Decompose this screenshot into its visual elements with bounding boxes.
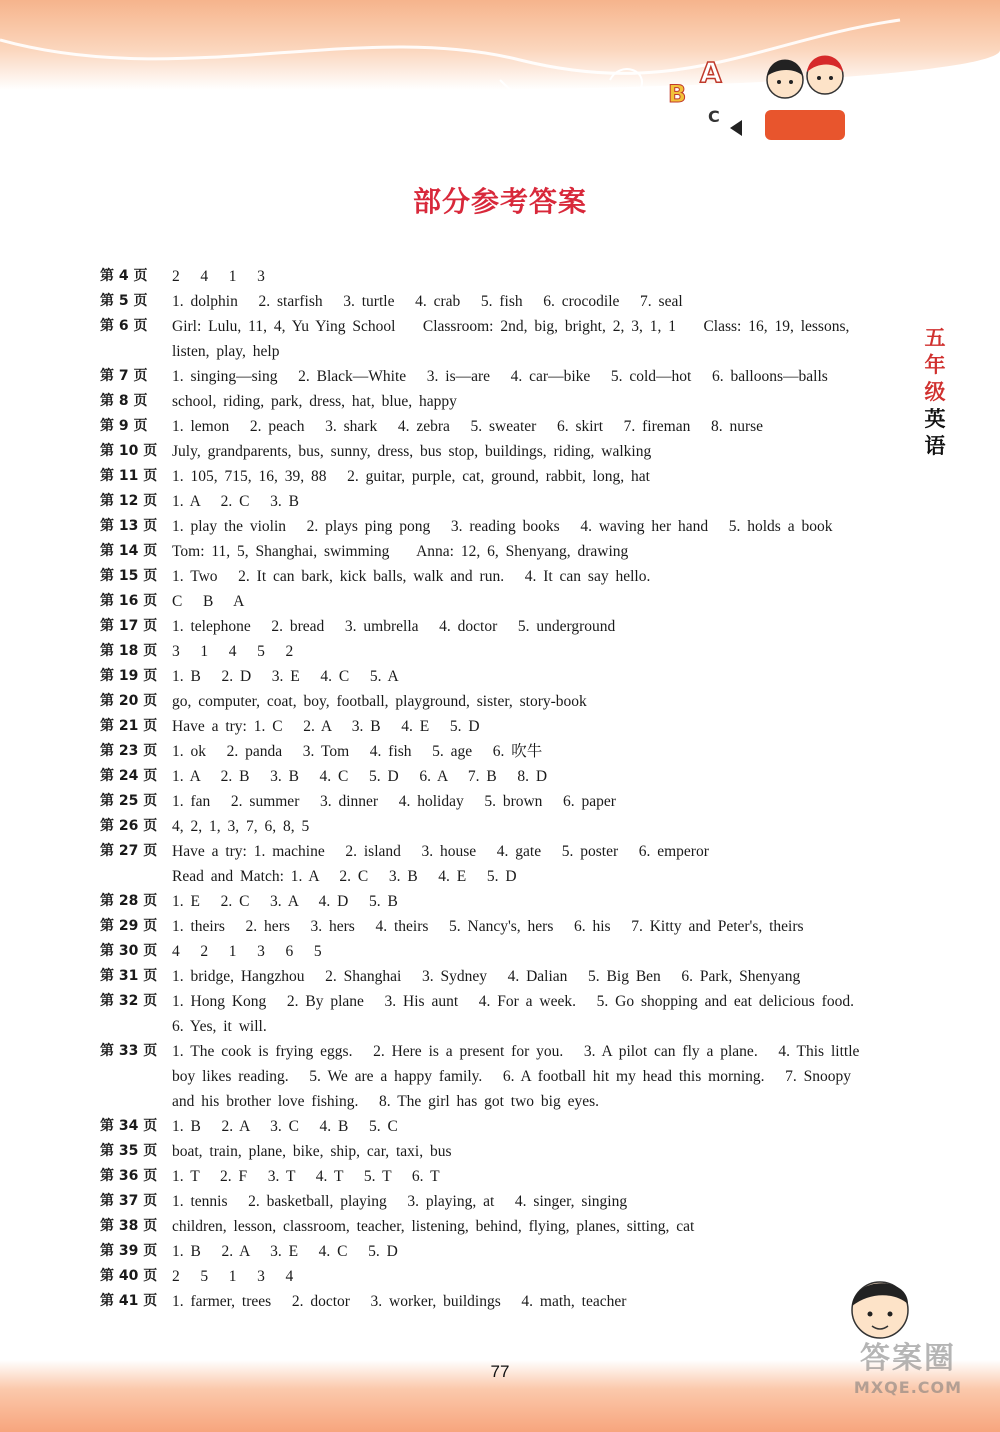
answer-text: 1. telephone 2. bread 3. umbrella 4. doctor 5. underground bbox=[172, 618, 616, 635]
answer-row bbox=[100, 439, 900, 464]
watermark-text: 答案圈 bbox=[860, 1341, 956, 1376]
answer-row bbox=[100, 814, 900, 839]
answer-text: Girl: Lulu, 11, 4, Yu Ying School Classroom: 2nd, big, bright, 2, 3, 1, 1 Class: 16, 19, lessons, bbox=[172, 318, 850, 335]
answer-text: 1. T 2. F 3. T 4. T 5. T 6. T bbox=[172, 1168, 440, 1185]
decoration-letter: C bbox=[708, 107, 720, 126]
answer-row bbox=[100, 264, 900, 289]
answer-row bbox=[100, 689, 900, 714]
decoration-letter: B bbox=[668, 80, 687, 108]
answer-text: and his brother love fishing. 8. The girl has got two big eyes. bbox=[172, 1093, 600, 1110]
answer-row bbox=[100, 1139, 900, 1164]
answer-text: 1. B 2. D 3. E 4. C 5. A bbox=[172, 668, 399, 685]
answer-text: C B A bbox=[172, 593, 245, 610]
answer-row bbox=[100, 489, 900, 514]
page-ref: 第 33 页 bbox=[100, 1043, 158, 1059]
answer-text: 1. dolphin 2. starfish 3. turtle 4. crab 5. fish 6. crocodile 7. seal bbox=[172, 293, 683, 310]
answer-text: 1. theirs 2. hers 3. hers 4. theirs 5. Nancy's, hers 6. his 7. Kitty and Peter's, theirs bbox=[172, 918, 804, 935]
answer-text: 1. Two 2. It can bark, kick balls, walk and run. 4. It can say hello. bbox=[172, 568, 651, 585]
answer-text: 1. B 2. A 3. C 4. B 5. C bbox=[172, 1118, 398, 1135]
page-ref: 第 14 页 bbox=[100, 543, 158, 559]
side-label-char: 英 bbox=[924, 407, 946, 431]
answer-text: 1. farmer, trees 2. doctor 3. worker, buildings 4. math, teacher bbox=[172, 1293, 627, 1310]
answer-text: Have a try: 1. machine 2. island 3. house 4. gate 5. poster 6. emperor bbox=[172, 843, 709, 860]
answer-row bbox=[100, 414, 900, 439]
answer-row bbox=[100, 1289, 900, 1314]
answer-row bbox=[100, 1214, 900, 1239]
page-ref: 第 24 页 bbox=[100, 768, 158, 784]
answer-text: listen, play, help bbox=[172, 343, 280, 360]
answer-text: Tom: 11, 5, Shanghai, swimming Anna: 12, 6, Shenyang, drawing bbox=[172, 543, 629, 560]
answer-row bbox=[100, 589, 900, 614]
answer-text: 1. tennis 2. basketball, playing 3. playing, at 4. singer, singing bbox=[172, 1193, 628, 1210]
answer-text: 2 5 1 3 4 bbox=[172, 1268, 294, 1285]
page-ref: 第 16 页 bbox=[100, 593, 158, 609]
answer-row bbox=[100, 564, 900, 589]
page-ref: 第 27 页 bbox=[100, 843, 158, 859]
answer-text: 3 1 4 5 2 bbox=[172, 643, 294, 660]
answer-row bbox=[100, 364, 900, 389]
answer-row bbox=[100, 1064, 900, 1089]
answer-row bbox=[100, 964, 900, 989]
page-ref: 第 11 页 bbox=[100, 468, 158, 484]
page-ref: 第 7 页 bbox=[100, 368, 148, 384]
answer-text: 1. 105, 715, 16, 39, 88 2. guitar, purple, cat, ground, rabbit, long, hat bbox=[172, 468, 650, 485]
page-title: 部分参考答案 bbox=[412, 185, 587, 218]
page-ref: 第 17 页 bbox=[100, 618, 158, 634]
page-ref: 第 18 页 bbox=[100, 643, 158, 659]
page-ref: 第 28 页 bbox=[100, 893, 158, 909]
grade-subject-label bbox=[924, 325, 946, 460]
page-ref: 第 19 页 bbox=[100, 668, 158, 684]
page-ref: 第 4 页 bbox=[100, 268, 148, 284]
page-ref: 第 38 页 bbox=[100, 1218, 158, 1234]
decoration-letter: A bbox=[700, 56, 722, 89]
answer-text: 1. A 2. B 3. B 4. C 5. D 6. A 7. B 8. D bbox=[172, 768, 548, 785]
page-ref: 第 13 页 bbox=[100, 518, 158, 534]
answer-text: 2 4 1 3 bbox=[172, 268, 265, 285]
answer-list bbox=[100, 264, 900, 1314]
page-ref: 第 23 页 bbox=[100, 743, 158, 759]
answer-row bbox=[100, 1189, 900, 1214]
answer-text: 1. Hong Kong 2. By plane 3. His aunt 4. For a week. 5. Go shopping and eat delicious food. bbox=[172, 993, 854, 1010]
answer-row bbox=[100, 339, 900, 364]
answer-text: 1. B 2. A 3. E 4. C 5. D bbox=[172, 1243, 398, 1260]
page-ref: 第 37 页 bbox=[100, 1193, 158, 1209]
page-ref: 第 26 页 bbox=[100, 818, 158, 834]
page-ref: 第 41 页 bbox=[100, 1293, 158, 1309]
answer-row bbox=[100, 1264, 900, 1289]
page-ref bbox=[100, 864, 172, 889]
answer-row bbox=[100, 839, 900, 864]
answer-row bbox=[100, 614, 900, 639]
answer-text: 1. fan 2. summer 3. dinner 4. holiday 5. brown 6. paper bbox=[172, 793, 616, 810]
answer-row bbox=[100, 389, 900, 414]
answer-text: 1. lemon 2. peach 3. shark 4. zebra 5. sweater 6. skirt 7. fireman 8. nurse bbox=[172, 418, 764, 435]
page-ref: 第 6 页 bbox=[100, 318, 148, 334]
answer-text: boat, train, plane, bike, ship, car, taxi, bus bbox=[172, 1143, 452, 1160]
page-ref: 第 9 页 bbox=[100, 418, 148, 434]
answer-row bbox=[100, 714, 900, 739]
answer-row bbox=[100, 314, 900, 339]
answer-row bbox=[100, 739, 900, 764]
page-ref: 第 35 页 bbox=[100, 1143, 158, 1159]
answer-row bbox=[100, 664, 900, 689]
answer-row bbox=[100, 989, 900, 1014]
side-label-char: 语 bbox=[924, 434, 946, 458]
page-ref bbox=[100, 1089, 172, 1114]
answer-text: 1. play the violin 2. plays ping pong 3. reading books 4. waving her hand 5. holds a book bbox=[172, 518, 833, 535]
answer-text: July, grandparents, bus, sunny, dress, bus stop, buildings, riding, walking bbox=[172, 443, 652, 460]
answer-row bbox=[100, 889, 900, 914]
page-ref: 第 15 页 bbox=[100, 568, 158, 584]
page-ref: 第 36 页 bbox=[100, 1168, 158, 1184]
answer-text: 1. The cook is frying eggs. 2. Here is a present for you. 3. A pilot can fly a plane. 4. This little bbox=[172, 1043, 860, 1060]
answer-row bbox=[100, 464, 900, 489]
page-ref: 第 32 页 bbox=[100, 993, 158, 1009]
answer-row bbox=[100, 1014, 900, 1039]
answer-text: 1. E 2. C 3. A 4. D 5. B bbox=[172, 893, 398, 910]
page-ref: 第 8 页 bbox=[100, 393, 148, 409]
page-ref bbox=[100, 1014, 172, 1039]
page-ref: 第 20 页 bbox=[100, 693, 158, 709]
answer-row bbox=[100, 864, 900, 889]
answer-text: children, lesson, classroom, teacher, listening, behind, flying, planes, sitting, cat bbox=[172, 1218, 695, 1235]
page-number: 77 bbox=[490, 1362, 510, 1381]
answer-text: 6. Yes, it will. bbox=[172, 1018, 267, 1035]
answer-row bbox=[100, 939, 900, 964]
page-ref: 第 21 页 bbox=[100, 718, 158, 734]
answer-row bbox=[100, 789, 900, 814]
kids-illustration bbox=[660, 40, 860, 150]
side-label-char: 级 bbox=[924, 380, 946, 404]
answer-row bbox=[100, 764, 900, 789]
answer-text: Have a try: 1. C 2. A 3. B 4. E 5. D bbox=[172, 718, 480, 735]
page-ref: 第 31 页 bbox=[100, 968, 158, 984]
page-ref: 第 29 页 bbox=[100, 918, 158, 934]
side-label-char: 年 bbox=[924, 353, 946, 377]
answer-row bbox=[100, 514, 900, 539]
answer-text: 4 2 1 3 6 5 bbox=[172, 943, 322, 960]
answer-row bbox=[100, 289, 900, 314]
abc-letters bbox=[668, 56, 722, 126]
answer-text: school, riding, park, dress, hat, blue, happy bbox=[172, 393, 457, 410]
answer-row bbox=[100, 1089, 900, 1114]
answer-text: 1. A 2. C 3. B bbox=[172, 493, 299, 510]
answer-text: 1. ok 2. panda 3. Tom 4. fish 5. age 6. 吹牛 bbox=[172, 743, 543, 760]
answer-text: 1. bridge, Hangzhou 2. Shanghai 3. Sydney 4. Dalian 5. Big Ben 6. Park, Shenyang bbox=[172, 968, 801, 985]
answer-row bbox=[100, 1164, 900, 1189]
answer-row bbox=[100, 1114, 900, 1139]
answer-row bbox=[100, 1039, 900, 1064]
page-ref bbox=[100, 339, 172, 364]
answer-text: Read and Match: 1. A 2. C 3. B 4. E 5. D bbox=[172, 868, 517, 885]
answer-text: 1. singing—sing 2. Black—White 3. is—are 4. car—bike 5. cold—hot 6. balloons—balls bbox=[172, 368, 828, 385]
page-ref: 第 5 页 bbox=[100, 293, 148, 309]
side-label-char: 五 bbox=[924, 326, 946, 350]
page-ref: 第 10 页 bbox=[100, 443, 158, 459]
page-ref: 第 25 页 bbox=[100, 793, 158, 809]
page-ref: 第 30 页 bbox=[100, 943, 158, 959]
page-ref: 第 34 页 bbox=[100, 1118, 158, 1134]
answer-row bbox=[100, 539, 900, 564]
answer-row bbox=[100, 1239, 900, 1264]
page-ref bbox=[100, 1064, 172, 1089]
page-ref: 第 40 页 bbox=[100, 1268, 158, 1284]
site-watermark bbox=[818, 1340, 998, 1398]
watermark-url: MXQE.COM bbox=[853, 1378, 963, 1397]
page-ref: 第 12 页 bbox=[100, 493, 158, 509]
answer-row bbox=[100, 639, 900, 664]
answer-row bbox=[100, 914, 900, 939]
answer-text: boy likes reading. 5. We are a happy family. 6. A football hit my head this morning. 7. Snoopy bbox=[172, 1068, 852, 1085]
answer-text: 4, 2, 1, 3, 7, 6, 8, 5 bbox=[172, 818, 310, 835]
answer-text: go, computer, coat, boy, football, playground, sister, story-book bbox=[172, 693, 587, 710]
page-ref: 第 39 页 bbox=[100, 1243, 158, 1259]
